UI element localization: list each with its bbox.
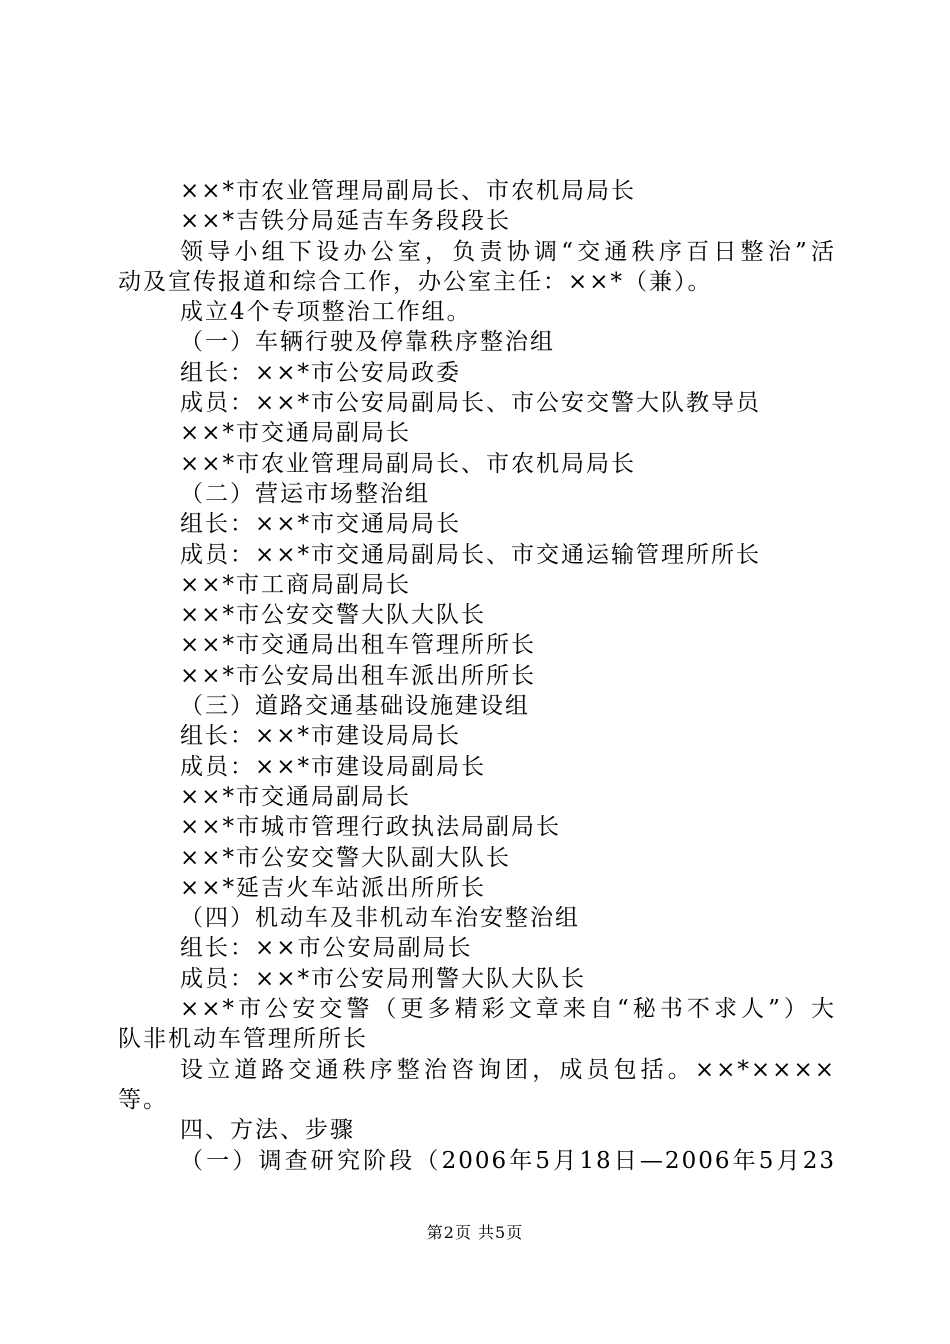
text-line: 领导小组下设办公室，负责协调“交通秩序百日整治”活 [180,238,836,265]
text-line: 成立4个专项整治工作组。 [180,299,472,326]
text-line: 队非机动车管理所所长 [118,1026,368,1053]
text-line: ××*市交通局副局长 [180,420,412,447]
text-line: ××*市公安交警大队副大队长 [180,844,512,871]
text-line: ××*市农业管理局副局长、市农机局局长 [180,450,637,477]
text-line: 成员：××*市公安局刑警大队大队长 [180,965,587,992]
text-line: （一）调查研究阶段（2006年5月18日—2006年5月23 [180,1147,836,1174]
text-line: 成员：××*市建设局副局长 [180,753,487,780]
text-line: ××*市公安局出租车派出所所长 [180,662,537,689]
text-line: （三）道路交通基础设施建设组 [180,693,530,720]
text-line: （四）机动车及非机动车治安整治组 [180,905,580,932]
text-line: ××*市城市管理行政执法局副局长 [180,814,562,841]
text-line: ××*吉铁分局延吉车务段段长 [180,208,512,235]
text-line: （二）营运市场整治组 [180,480,430,507]
text-line: 组长：××*市交通局局长 [180,511,462,538]
text-line: 等。 [118,1086,168,1113]
text-line: 组长：××*市建设局局长 [180,723,462,750]
text-line: ××*市交通局出租车管理所所长 [180,632,537,659]
text-line: ××*市公安交警（更多精彩文章来自“秘书不求人”）大 [180,996,836,1023]
text-line: （一）车辆行驶及停靠秩序整治组 [180,329,555,356]
text-line: ××*市农业管理局副局长、市农机局局长 [180,178,637,204]
document-body [118,176,836,1176]
text-line: 动及宣传报道和综合工作，办公室主任：××*（兼）。 [118,268,713,295]
text-line: ××*市工商局副局长 [180,571,412,598]
text-line: ××*市交通局副局长 [180,783,412,810]
page-number-footer: 第2页 共5页 [426,1223,524,1242]
text-line: 组长：××*市公安局政委 [180,359,462,386]
text-line: ××*市公安交警大队大队长 [180,602,487,629]
text-line: 四、方法、步骤 [180,1117,355,1144]
text-line: ××*延吉火车站派出所所长 [180,874,487,901]
text-line: 成员：××*市公安局副局长、市公安交警大队教导员 [180,390,762,417]
text-line: 设立道路交通秩序整治咨询团，成员包括。××*×××× [180,1056,836,1083]
text-line: 组长：××市公安局副局长 [180,935,473,962]
text-line: 成员：××*市交通局副局长、市交通运输管理所所长 [180,541,762,568]
